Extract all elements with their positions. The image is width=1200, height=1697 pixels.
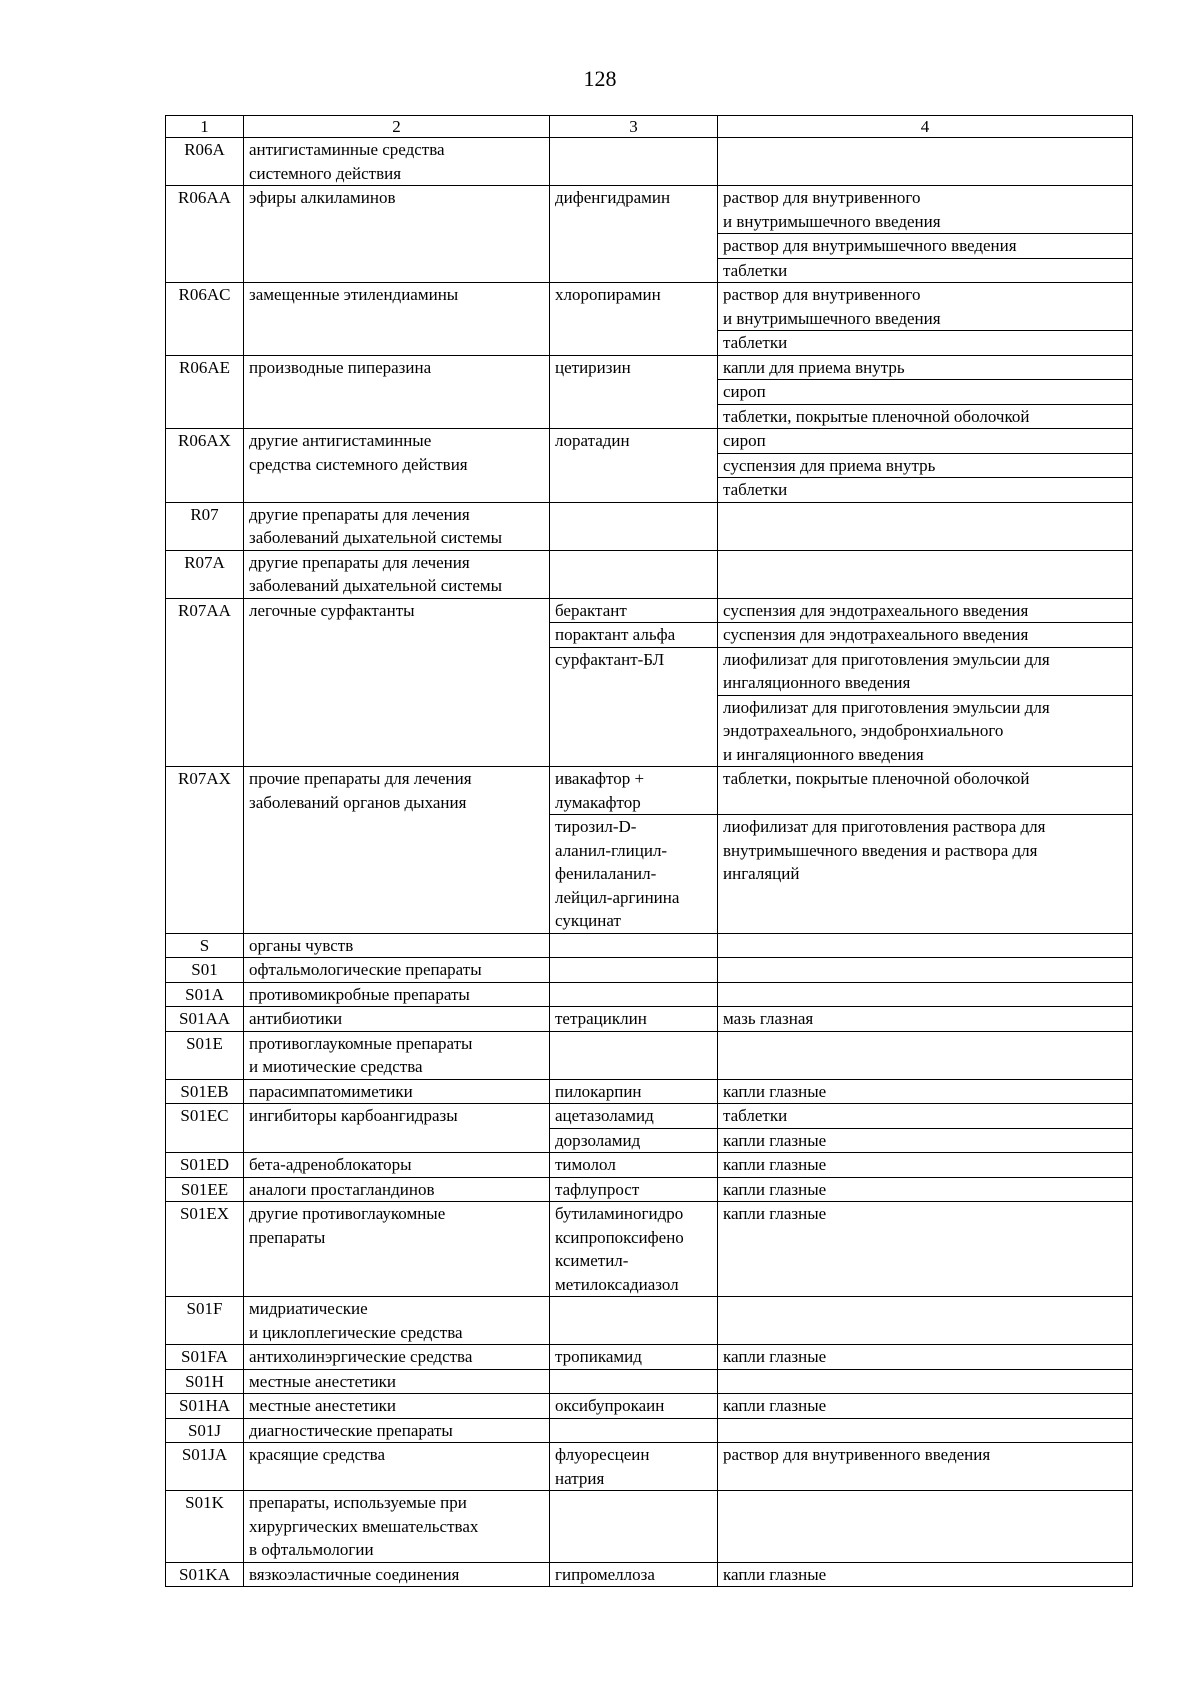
table-row bbox=[166, 1007, 1133, 1032]
dosage-form: капли глазные bbox=[723, 1347, 827, 1366]
table-row bbox=[166, 355, 1133, 429]
table-row bbox=[166, 1443, 1133, 1491]
atc-code-cell: S01H bbox=[166, 1369, 244, 1394]
atc-group-name-cell: прочие препараты для лечения заболеваний органов дыхания bbox=[244, 767, 550, 934]
dosage-form: капли глазные bbox=[723, 1081, 827, 1101]
atc-code-cell: S01EE bbox=[166, 1177, 244, 1202]
atc-code-cell: R07A bbox=[166, 550, 244, 598]
dosage-form-cell bbox=[718, 982, 1133, 1007]
dosage-form: лиофилизат для приготовления эмульсии для эндотрахеального, эндобронхиального и ингаляционного введения bbox=[718, 695, 1132, 767]
atc-group-name-cell: местные анестетики bbox=[244, 1369, 550, 1394]
drug-name-cell: берактант bbox=[550, 598, 718, 623]
atc-code-cell: S01K bbox=[166, 1491, 244, 1563]
dosage-form-cell bbox=[718, 186, 1133, 283]
atc-code-cell: S01FA bbox=[166, 1345, 244, 1370]
atc-code-cell: S01A bbox=[166, 982, 244, 1007]
dosage-form: раствор для внутривенного и внутримышечного введения bbox=[723, 188, 941, 231]
drug-name-cell: дорзоламид bbox=[550, 1128, 718, 1153]
dosage-form-cell bbox=[718, 283, 1133, 356]
table-row bbox=[166, 1418, 1133, 1443]
drug-name-cell: бутиламиногидро ксипропоксифено ксиметил- метилоксадиазол bbox=[550, 1202, 718, 1297]
drug-name-cell bbox=[550, 550, 718, 598]
atc-group-name-cell: офтальмологические препараты bbox=[244, 958, 550, 983]
drug-name-cell bbox=[550, 958, 718, 983]
atc-group-name-cell: диагностические препараты bbox=[244, 1418, 550, 1443]
dosage-form: таблетки bbox=[723, 1106, 788, 1125]
column-header: 2 bbox=[244, 116, 550, 138]
table-row bbox=[166, 767, 1133, 815]
atc-group-name-cell: парасимпатомиметики bbox=[244, 1079, 550, 1104]
drug-name-cell: лоратадин bbox=[550, 429, 718, 503]
table-row bbox=[166, 1079, 1133, 1104]
atc-group-name-cell: бета-адреноблокаторы bbox=[244, 1153, 550, 1178]
dosage-form-cell bbox=[718, 550, 1133, 598]
dosage-form-cell bbox=[718, 1104, 1133, 1129]
atc-code-cell: R06AA bbox=[166, 186, 244, 283]
drug-name-cell bbox=[550, 1418, 718, 1443]
table-header-row bbox=[166, 116, 1133, 138]
dosage-form-cell bbox=[718, 647, 1133, 767]
atc-group-name-cell: красящие средства bbox=[244, 1443, 550, 1491]
atc-group-name-cell: ингибиторы карбоангидразы bbox=[244, 1104, 550, 1153]
dosage-form-cell bbox=[718, 1369, 1133, 1394]
drug-name-cell: гипромеллоза bbox=[550, 1562, 718, 1587]
drug-name-cell: тафлупрост bbox=[550, 1177, 718, 1202]
atc-group-name-cell: мидриатические и циклоплегические средства bbox=[244, 1297, 550, 1345]
drug-name-cell bbox=[550, 502, 718, 550]
dosage-form-cell bbox=[718, 1297, 1133, 1345]
dosage-form: таблетки bbox=[718, 477, 1132, 502]
atc-group-name-cell: другие препараты для лечения заболеваний дыхательной системы bbox=[244, 502, 550, 550]
drug-name-cell: ацетазоламид bbox=[550, 1104, 718, 1129]
table-row bbox=[166, 1153, 1133, 1178]
dosage-form: капли глазные bbox=[723, 1155, 827, 1174]
atc-code-cell: R07AX bbox=[166, 767, 244, 934]
atc-group-name-cell: эфиры алкиламинов bbox=[244, 186, 550, 283]
dosage-form-cell bbox=[718, 1128, 1133, 1153]
dosage-form: лиофилизат для приготовления эмульсии для ингаляционного введения bbox=[723, 649, 1050, 692]
atc-code-cell: R06AE bbox=[166, 355, 244, 429]
table-row bbox=[166, 550, 1133, 598]
drug-name-cell: хлоропирамин bbox=[550, 283, 718, 356]
drug-name-cell: флуоресцеин натрия bbox=[550, 1443, 718, 1491]
dosage-form: суспензия для эндотрахеального введения bbox=[723, 625, 1029, 644]
atc-group-name-cell: органы чувств bbox=[244, 933, 550, 958]
atc-code-cell: S01HA bbox=[166, 1394, 244, 1419]
dosage-form: сироп bbox=[718, 379, 1132, 404]
dosage-form: мазь глазная bbox=[723, 1009, 814, 1028]
dosage-form: раствор для внутримышечного введения bbox=[718, 233, 1132, 258]
drug-name-cell bbox=[550, 138, 718, 186]
atc-group-name-cell: противоглаукомные препараты и миотические средства bbox=[244, 1031, 550, 1079]
dosage-form: таблетки bbox=[718, 258, 1132, 283]
atc-code-cell: S01AA bbox=[166, 1007, 244, 1032]
atc-code-cell: S01ED bbox=[166, 1153, 244, 1178]
drug-name-cell: пилокарпин bbox=[550, 1079, 718, 1104]
dosage-form: таблетки, покрытые пленочной оболочкой bbox=[718, 404, 1132, 429]
drug-name-cell bbox=[550, 1031, 718, 1079]
drug-name-cell: сурфактант-БЛ bbox=[550, 647, 718, 767]
dosage-form-cell bbox=[718, 1153, 1133, 1178]
atc-group-name-cell: противомикробные препараты bbox=[244, 982, 550, 1007]
table-row bbox=[166, 186, 1133, 283]
dosage-form-cell bbox=[718, 429, 1133, 503]
dosage-form: капли глазные bbox=[723, 1130, 827, 1150]
dosage-form: капли глазные bbox=[723, 1396, 827, 1415]
dosage-form-cell bbox=[718, 1443, 1133, 1491]
drug-name-cell: тропикамид bbox=[550, 1345, 718, 1370]
atc-group-name-cell: другие препараты для лечения заболеваний дыхательной системы bbox=[244, 550, 550, 598]
atc-code-cell: S01EB bbox=[166, 1079, 244, 1104]
drug-name-cell: тимолол bbox=[550, 1153, 718, 1178]
dosage-form-cell bbox=[718, 1202, 1133, 1297]
atc-code-cell: S01KA bbox=[166, 1562, 244, 1587]
atc-group-name-cell: антигистаминные средства системного действия bbox=[244, 138, 550, 186]
drug-name-cell bbox=[550, 1491, 718, 1563]
dosage-form-cell bbox=[718, 598, 1133, 623]
atc-code-cell: R06AC bbox=[166, 283, 244, 356]
dosage-form-cell bbox=[718, 815, 1133, 934]
table-row bbox=[166, 429, 1133, 503]
atc-group-name-cell: антихолинэргические средства bbox=[244, 1345, 550, 1370]
column-header: 4 bbox=[718, 116, 1133, 138]
atc-group-name-cell: антибиотики bbox=[244, 1007, 550, 1032]
drug-name-cell: тетрациклин bbox=[550, 1007, 718, 1032]
dosage-form-cell bbox=[718, 1345, 1133, 1370]
drug-name-cell: цетиризин bbox=[550, 355, 718, 429]
dosage-form: раствор для внутривенного введения bbox=[723, 1445, 991, 1464]
dosage-form-cell bbox=[718, 1079, 1133, 1104]
dosage-form-cell bbox=[718, 958, 1133, 983]
dosage-form: лиофилизат для приготовления раствора для внутримышечного введения и раствора для ингаляций bbox=[723, 817, 1046, 883]
table-row bbox=[166, 1369, 1133, 1394]
dosage-form: раствор для внутривенного и внутримышечного введения bbox=[723, 285, 941, 328]
dosage-form-cell bbox=[718, 138, 1133, 186]
table-row bbox=[166, 933, 1133, 958]
drug-name-cell: дифенгидрамин bbox=[550, 186, 718, 283]
dosage-form-cell bbox=[718, 767, 1133, 815]
atc-group-name-cell: другие противоглаукомные препараты bbox=[244, 1202, 550, 1297]
atc-group-name-cell: аналоги простагландинов bbox=[244, 1177, 550, 1202]
column-header: 1 bbox=[166, 116, 244, 138]
dosage-form: суспензия для приема внутрь bbox=[718, 453, 1132, 478]
drug-name-cell: ивакафтор + лумакафтор bbox=[550, 767, 718, 815]
atc-code-cell: S01E bbox=[166, 1031, 244, 1079]
dosage-form-cell bbox=[718, 1491, 1133, 1563]
atc-code-cell: S bbox=[166, 933, 244, 958]
atc-code-cell: R06AX bbox=[166, 429, 244, 503]
drug-name-cell: порактант альфа bbox=[550, 623, 718, 648]
atc-code-cell: R07AA bbox=[166, 598, 244, 767]
dosage-form-cell bbox=[718, 1177, 1133, 1202]
atc-group-name-cell: другие антигистаминные средства системного действия bbox=[244, 429, 550, 503]
dosage-form: капли для приема внутрь bbox=[723, 357, 905, 377]
drug-name-cell bbox=[550, 1369, 718, 1394]
page-number: 128 bbox=[583, 66, 617, 91]
table-row bbox=[166, 1394, 1133, 1419]
dosage-form-cell bbox=[718, 355, 1133, 429]
dosage-form: капли глазные bbox=[723, 1564, 827, 1584]
dosage-form: таблетки bbox=[718, 330, 1132, 355]
table-row bbox=[166, 958, 1133, 983]
table-row bbox=[166, 1202, 1133, 1297]
table-row bbox=[166, 598, 1133, 623]
atc-code-cell: S01EX bbox=[166, 1202, 244, 1297]
atc-group-name-cell: местные анестетики bbox=[244, 1394, 550, 1419]
table-row bbox=[166, 1031, 1133, 1079]
drug-table bbox=[165, 115, 1133, 1587]
column-header: 3 bbox=[550, 116, 718, 138]
atc-code-cell: S01 bbox=[166, 958, 244, 983]
dosage-form: суспензия для эндотрахеального введения bbox=[723, 600, 1029, 620]
atc-group-name-cell: вязкоэластичные соединения bbox=[244, 1562, 550, 1587]
atc-code-cell: R07 bbox=[166, 502, 244, 550]
drug-name-cell: оксибупрокаин bbox=[550, 1394, 718, 1419]
dosage-form-cell bbox=[718, 1007, 1133, 1032]
atc-code-cell: S01J bbox=[166, 1418, 244, 1443]
dosage-form: сироп bbox=[723, 431, 766, 450]
dosage-form-cell bbox=[718, 1031, 1133, 1079]
dosage-form-cell bbox=[718, 502, 1133, 550]
table-row bbox=[166, 1491, 1133, 1563]
drug-name-cell bbox=[550, 1297, 718, 1345]
drug-name-cell bbox=[550, 982, 718, 1007]
atc-code-cell: R06A bbox=[166, 138, 244, 186]
table-row bbox=[166, 283, 1133, 356]
dosage-form: капли глазные bbox=[723, 1204, 827, 1223]
atc-group-name-cell: препараты, используемые при хирургических вмешательствах в офтальмологии bbox=[244, 1491, 550, 1563]
atc-code-cell: S01F bbox=[166, 1297, 244, 1345]
table-row bbox=[166, 1177, 1133, 1202]
drug-name-cell: тирозил-D- аланил-глицил- фенилаланил- лейцил-аргинина сукцинат bbox=[550, 815, 718, 934]
table-row bbox=[166, 1104, 1133, 1129]
dosage-form: таблетки, покрытые пленочной оболочкой bbox=[723, 769, 1030, 788]
dosage-form-cell bbox=[718, 933, 1133, 958]
table-row bbox=[166, 982, 1133, 1007]
table-row bbox=[166, 1562, 1133, 1587]
dosage-form: капли глазные bbox=[723, 1179, 827, 1199]
dosage-form-cell bbox=[718, 1418, 1133, 1443]
atc-code-cell: S01JA bbox=[166, 1443, 244, 1491]
drug-name-cell bbox=[550, 933, 718, 958]
atc-group-name-cell: замещенные этилендиамины bbox=[244, 283, 550, 356]
dosage-form-cell bbox=[718, 623, 1133, 648]
dosage-form-cell bbox=[718, 1562, 1133, 1587]
table-row bbox=[166, 138, 1133, 186]
table-row bbox=[166, 1345, 1133, 1370]
atc-group-name-cell: легочные сурфактанты bbox=[244, 598, 550, 767]
table-row bbox=[166, 502, 1133, 550]
dosage-form-cell bbox=[718, 1394, 1133, 1419]
atc-group-name-cell: производные пиперазина bbox=[244, 355, 550, 429]
atc-code-cell: S01EC bbox=[166, 1104, 244, 1153]
table-row bbox=[166, 1297, 1133, 1345]
